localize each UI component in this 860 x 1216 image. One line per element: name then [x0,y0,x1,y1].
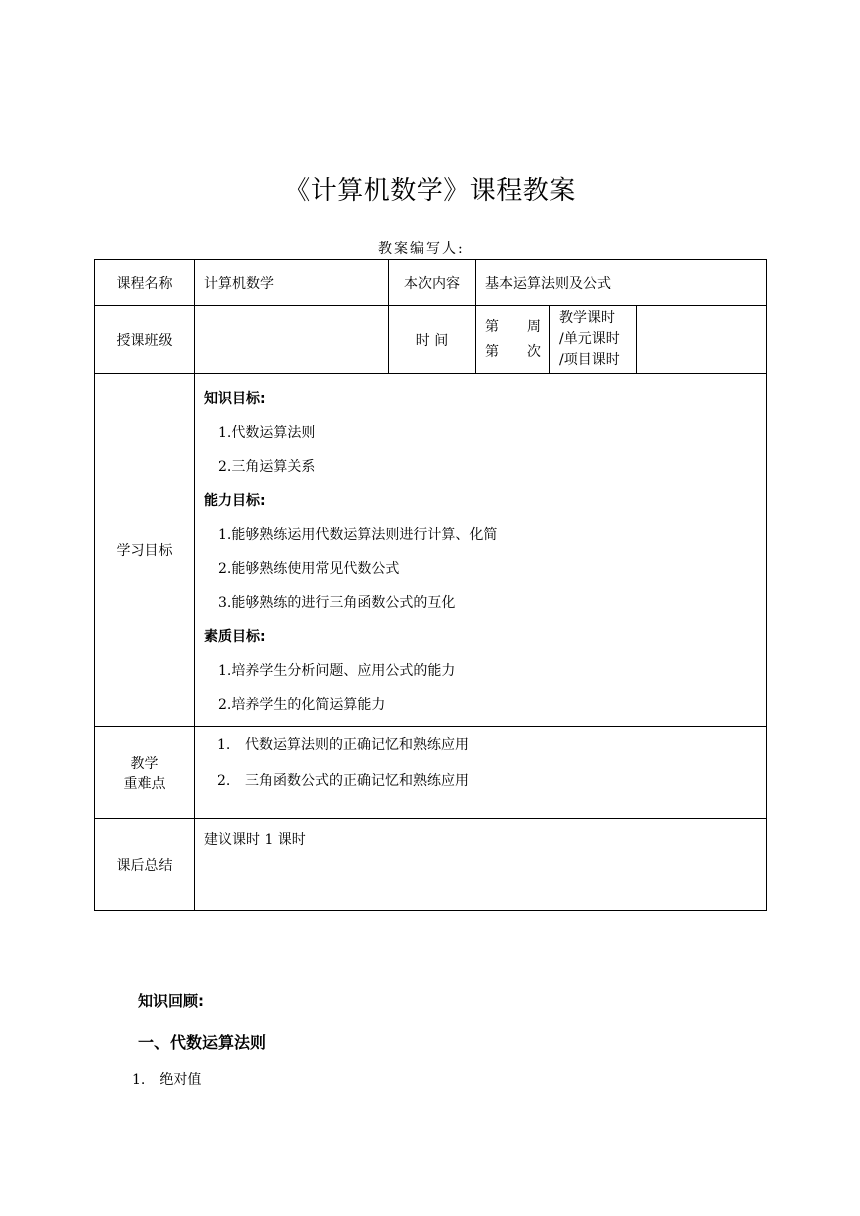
objectives-label: 学习目标 [95,374,195,727]
row-keypoints [95,727,767,819]
session-line: 第 次 [485,343,541,360]
ability-item: 1.能够熟练运用代数运算法则进行计算、化简 [218,527,498,543]
keypoints-cell [195,727,767,819]
keypoint-number: 1. [217,737,231,753]
keypoint-number: 2. [217,773,231,789]
summary-value: 建议课时 1 课时 [195,819,767,911]
quality-item: 1.培养学生分析问题、应用公式的能力 [218,663,456,679]
summary-label: 课后总结 [95,819,195,911]
lesson-plan-table [94,259,767,911]
hours-line-1: 教学课时 [559,310,615,326]
section-item: 1. 绝对值 [132,1072,202,1088]
content-label: 本次内容 [389,260,476,306]
keypoints-label [95,727,195,819]
quality-item: 2.培养学生的化简运算能力 [218,697,386,713]
knowledge-item: 2.三角运算关系 [218,459,316,475]
row-course-name [95,260,767,306]
hours-line-2: /单元课时 [559,331,620,347]
keypoint-item [217,769,766,805]
ability-item: 3.能够熟练的进行三角函数公式的互化 [218,595,456,611]
class-label: 授课班级 [95,306,195,374]
hours-value [637,306,767,374]
row-summary [95,819,767,911]
class-value [195,306,389,374]
keypoint-text: 代数运算法则的正确记忆和熟练应用 [245,737,469,753]
keypoints-label-line-2: 重难点 [123,775,166,792]
quality-heading: 素质目标: [204,629,266,645]
row-objectives [95,374,767,727]
keypoint-item [217,733,766,769]
keypoints-label-line-1: 教学 [130,755,159,772]
course-name-value: 计算机数学 [195,260,389,306]
section-heading: 一、代数运算法则 [138,1033,267,1052]
author-label: 教案编写人: [378,241,465,257]
objectives-cell [195,374,767,727]
document-title: 《计算机数学》课程教案 [284,176,576,206]
ability-heading: 能力目标: [204,493,266,509]
week-line: 第 周 [485,318,541,335]
keypoint-text: 三角函数公式的正确记忆和熟练应用 [245,773,469,789]
week-cell [476,306,550,374]
course-name-label: 课程名称 [95,260,195,306]
row-class [95,306,767,374]
content-value: 基本运算法则及公式 [476,260,767,306]
knowledge-item: 1.代数运算法则 [218,425,316,441]
hours-line-3: /项目课时 [559,352,620,368]
hours-cell [550,306,637,374]
knowledge-heading: 知识目标: [204,391,266,407]
review-label: 知识回顾: [138,992,204,1010]
ability-item: 2.能够熟练使用常见代数公式 [218,561,400,577]
time-label: 时 间 [389,306,476,374]
